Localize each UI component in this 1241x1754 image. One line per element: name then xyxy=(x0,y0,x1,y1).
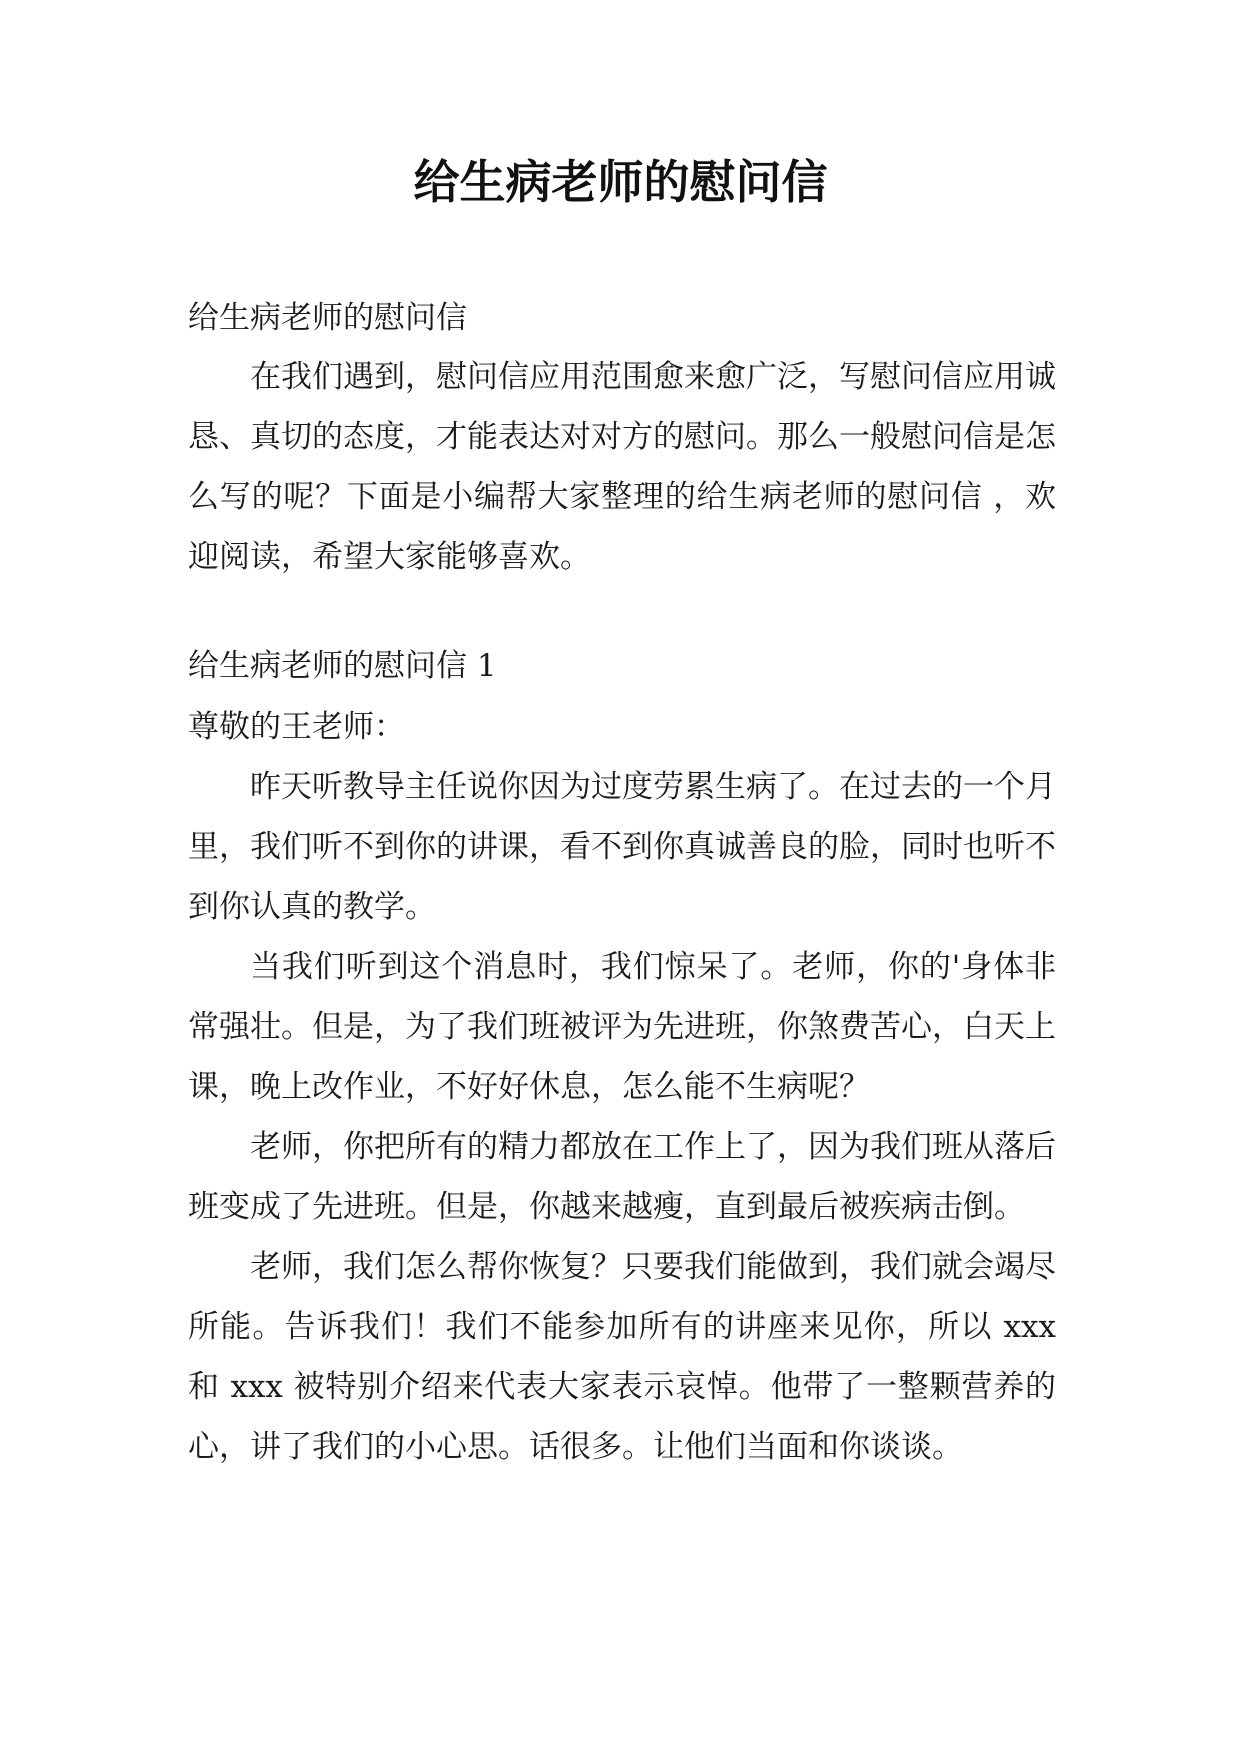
intro-heading: 给生病老师的慰问信 xyxy=(188,300,467,336)
intro-heading-block xyxy=(188,288,1056,348)
letter-paragraph: 昨天听教导主任说你因为过度劳累生病了。在过去的一个月里，我们听不到你的讲课，看不到你真诚善良的脸，同时也听不到你认真的教学。 xyxy=(188,769,1056,925)
letter-paragraph: 老师，我们怎么帮你恢复？只要我们能做到，我们就会竭尽所能。告诉我们！我们不能参加所有的讲座来见你，所以 xxx 和 xxx 被特别介绍来代表大家表示哀悼。他带了一整颗营养的心，讲了我们的小心思。话很多。让他们当面和你谈谈。 xyxy=(188,1249,1056,1465)
document-title: 给生病老师的慰问信 xyxy=(413,155,828,209)
intro-paragraph: 在我们遇到，慰问信应用范围愈来愈广泛，写慰问信应用诚恳、真切的态度，才能表达对对方的慰问。那么一般慰问信是怎么写的呢？下面是小编帮大家整理的给生病老师的慰问信 ，欢迎阅读，希望大家能够喜欢。 xyxy=(188,359,1056,575)
intro-block xyxy=(188,347,1056,587)
letter-body xyxy=(188,697,1056,1477)
letter-paragraph: 老师，你把所有的精力都放在工作上了，因为我们班从落后班变成了先进班。但是，你越来越瘦，直到最后被疾病击倒。 xyxy=(188,1129,1056,1225)
salutation: 尊敬的王老师： xyxy=(188,709,405,745)
letter-heading: 给生病老师的慰问信 1 xyxy=(188,648,497,684)
letter-heading-block xyxy=(188,636,1056,696)
letter-paragraph: 当我们听到这个消息时，我们惊呆了。老师，你的'身体非常强壮。但是，为了我们班被评为先进班，你煞费苦心，白天上课，晚上改作业，不好好休息，怎么能不生病呢？ xyxy=(188,949,1056,1105)
